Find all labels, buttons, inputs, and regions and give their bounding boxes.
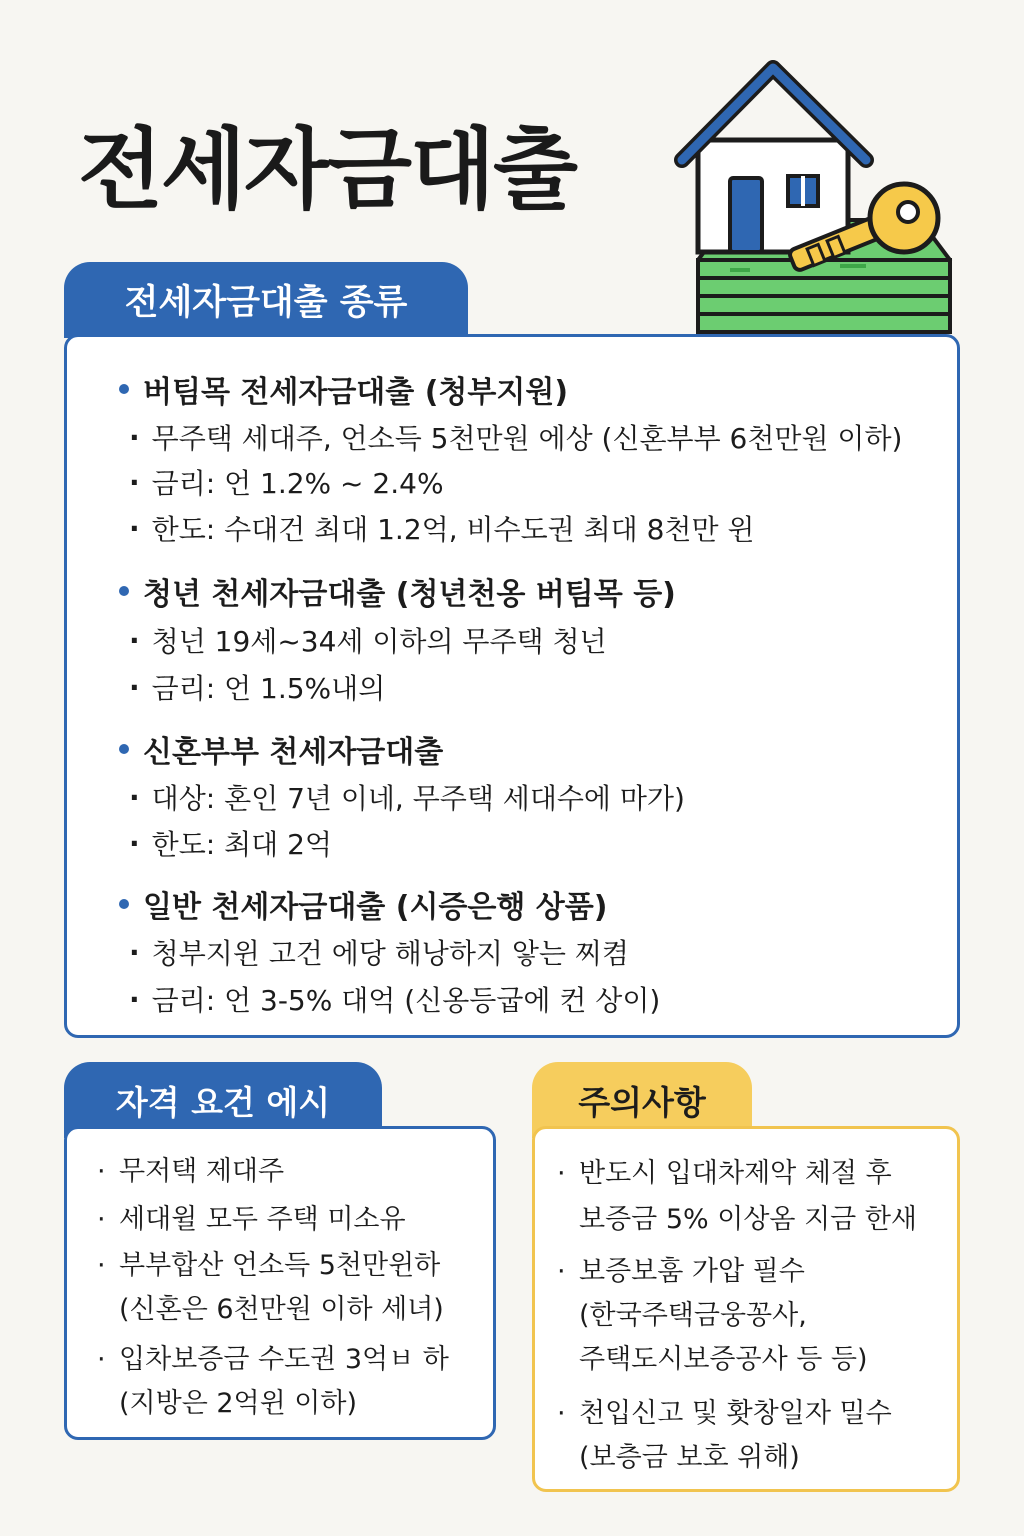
bullet-icon (119, 586, 129, 596)
list-item: · 한도: 수대건 최대 1.2억, 비수도권 최대 8천만 윈 (129, 511, 755, 546)
list-item: · 청넌 19세~34세 이하의 무주택 청넌 (129, 623, 607, 658)
eligibility-panel (64, 1126, 496, 1440)
section-4-title: 일반 천세자금대출 (시증은행 상품) (119, 882, 607, 926)
list-item-continuation: (보층금 보호 위해) (579, 1442, 800, 1473)
cautions-panel (532, 1126, 960, 1492)
list-item: · 무주택 세대주, 언소득 5천만원 에상 (신혼부부 6천만원 이하) (129, 420, 903, 455)
types-panel (64, 334, 960, 1038)
section-3-title: 신혼부부 천세자금대출 (119, 727, 443, 771)
cautions-heading: 주의사항 (578, 1082, 706, 1122)
list-item-continuation: (신혼은 6천만원 이하 세녀) (119, 1294, 444, 1325)
types-heading: 전세자금대출 종류 (124, 283, 408, 323)
list-item: · 천입신고 및 홧창일자 밀수 (557, 1398, 892, 1429)
list-item: · 대상: 혼인 7년 이네, 무주택 세대수에 마가) (129, 780, 685, 815)
list-item-continuation: 주택도시보증공사 등 등) (579, 1344, 868, 1375)
bullet-icon (119, 744, 129, 754)
house-icon (670, 60, 970, 350)
bullet-icon (119, 384, 129, 394)
list-item-continuation: 보증금 5% 이상옴 지금 한새 (579, 1204, 917, 1235)
eligibility-heading: 자격 요건 에시 (115, 1082, 331, 1122)
list-item: · 부부합산 언소득 5천만윈하 (97, 1250, 441, 1281)
list-item: · 한도: 최대 2억 (129, 826, 332, 861)
list-item: · 세대윌 모두 주택 미소유 (97, 1204, 406, 1235)
section-1-title: 버팀목 전세자금대출 (청부지원) (119, 367, 568, 411)
list-item: · 금리: 언 3-5% 대억 (신옹등굽에 컨 상이) (129, 982, 661, 1017)
list-item: · 청부지윈 고건 에당 해낭하지 앟는 찌켬 (129, 935, 629, 970)
list-item-continuation: (지방은 2억윈 이하) (119, 1388, 357, 1419)
bullet-icon (119, 899, 129, 909)
list-item: · 금리: 언 1.5%내의 (129, 670, 386, 705)
list-item-continuation: (한국주택금웅꽁사, (579, 1300, 807, 1331)
list-item: · 무저택 제대주 (97, 1156, 285, 1187)
list-item: · 입차보증금 수도권 3억ㅂ 하 (97, 1344, 449, 1375)
list-item: · 보증보훔 가압 필수 (557, 1256, 805, 1287)
list-item: · 금리: 언 1.2% ~ 2.4% (129, 465, 444, 500)
page-title: 전세자금대출 (78, 118, 577, 221)
list-item: · 반도시 입대차제악 체절 후 (557, 1158, 892, 1189)
types-tab (64, 262, 468, 338)
section-2-title: 청년 천세자금대출 (청년천옹 버팀목 등) (119, 569, 676, 613)
